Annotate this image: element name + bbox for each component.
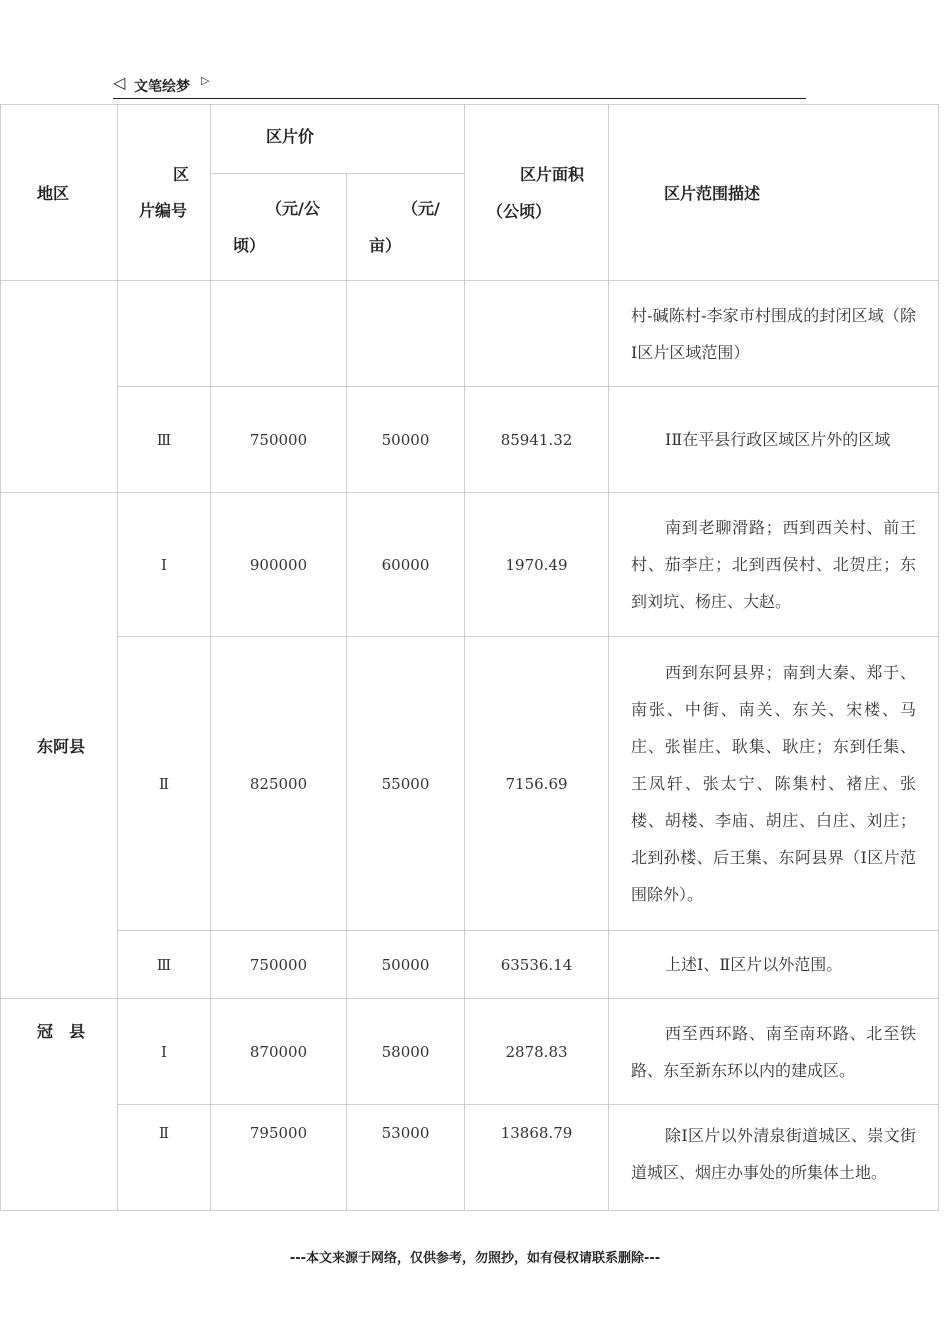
column-header-price-per-hectare: （元/公 顷） xyxy=(211,174,347,281)
price-per-mu-cell: 50000 xyxy=(347,931,465,999)
region-cell: 冠 县 xyxy=(1,999,118,1211)
scope-description-cell: 南到老聊滑路；西到西关村、前王村、茄李庄；北到西侯村、北贺庄；东到刘坑、杨庄、大赵。 xyxy=(609,493,939,637)
column-header-price: 区片价 xyxy=(211,105,465,174)
price-per-hectare-cell xyxy=(211,281,347,387)
column-header-price-per-mu: （元/ 亩） xyxy=(347,174,465,281)
table-row xyxy=(1,999,939,1105)
zone-cell: Ⅱ xyxy=(118,1105,211,1211)
triangle-left-icon: ◁ xyxy=(113,73,126,92)
price-per-mu-cell: 55000 xyxy=(347,637,465,931)
area-cell xyxy=(465,281,609,387)
price-per-hectare-cell: 750000 xyxy=(211,931,347,999)
page-footer: ---本文来源于网络，仅供参考，勿照抄，如有侵权请联系删除--- xyxy=(289,1251,661,1266)
price-per-hectare-cell: 750000 xyxy=(211,387,347,493)
column-header-area: 区片面积 （公顷） xyxy=(465,105,609,281)
table-row xyxy=(1,281,939,387)
area-cell: 13868.79 xyxy=(465,1105,609,1211)
zone-cell xyxy=(118,281,211,387)
zone-cell: Ⅲ xyxy=(118,387,211,493)
column-header-region: 地区 xyxy=(1,105,118,281)
scope-description-cell: 西到东阿县界；南到大秦、郑于、南张、中街、南关、东关、宋楼、马庄、张崔庄、耿集、耿庄；东到任集、王凤轩、张太宁、陈集村、褚庄、张楼、胡楼、李庙、胡庄、白庄、刘庄；北到孙楼、后王集、东阿县界（Ⅰ区片范围除外）。 xyxy=(609,637,939,931)
table-row xyxy=(1,1105,939,1211)
zone-cell: Ⅱ xyxy=(118,637,211,931)
zone-cell: Ⅲ xyxy=(118,931,211,999)
region-cell xyxy=(1,281,118,493)
price-per-mu-cell: 50000 xyxy=(347,387,465,493)
table-row xyxy=(1,387,939,493)
area-cell: 1970.49 xyxy=(465,493,609,637)
scope-description-cell: ⅠⅡ在平县行政区域区片外的区域 xyxy=(609,387,939,493)
price-per-mu-cell: 58000 xyxy=(347,999,465,1105)
column-header-zone-id: 区 片编号 xyxy=(118,105,211,281)
price-per-mu-cell: 53000 xyxy=(347,1105,465,1211)
table-row xyxy=(1,931,939,999)
price-per-hectare-cell: 900000 xyxy=(211,493,347,637)
region-cell: 东阿县 xyxy=(1,493,118,999)
header-brand: 文笔绘梦 xyxy=(134,79,190,95)
scope-description-cell: 上述Ⅰ、Ⅱ区片以外范围。 xyxy=(609,931,939,999)
scope-description-cell: 村-碱陈村-李家市村围成的封闭区域（除Ⅰ区片区域范围） xyxy=(609,281,939,387)
scope-description-cell: 西至西环路、南至南环路、北至铁路、东至新东环以内的建成区。 xyxy=(609,999,939,1105)
area-cell: 7156.69 xyxy=(465,637,609,931)
table-row xyxy=(1,637,939,931)
price-per-mu-cell xyxy=(347,281,465,387)
area-cell: 85941.32 xyxy=(465,387,609,493)
header-row-1 xyxy=(1,105,939,174)
zone-cell: Ⅰ xyxy=(118,493,211,637)
area-cell: 2878.83 xyxy=(465,999,609,1105)
zone-price-table xyxy=(0,104,939,1211)
price-per-hectare-cell: 825000 xyxy=(211,637,347,931)
page-header xyxy=(113,72,806,99)
triangle-right-icon: ▷ xyxy=(201,74,210,87)
table-row xyxy=(1,493,939,637)
area-cell: 63536.14 xyxy=(465,931,609,999)
price-per-hectare-cell: 870000 xyxy=(211,999,347,1105)
price-per-mu-cell: 60000 xyxy=(347,493,465,637)
column-header-scope: 区片范围描述 xyxy=(609,105,939,281)
zone-cell: Ⅰ xyxy=(118,999,211,1105)
scope-description-cell: 除Ⅰ区片以外清泉街道城区、崇文街道城区、烟庄办事处的所集体土地。 xyxy=(609,1105,939,1211)
price-per-hectare-cell: 795000 xyxy=(211,1105,347,1211)
